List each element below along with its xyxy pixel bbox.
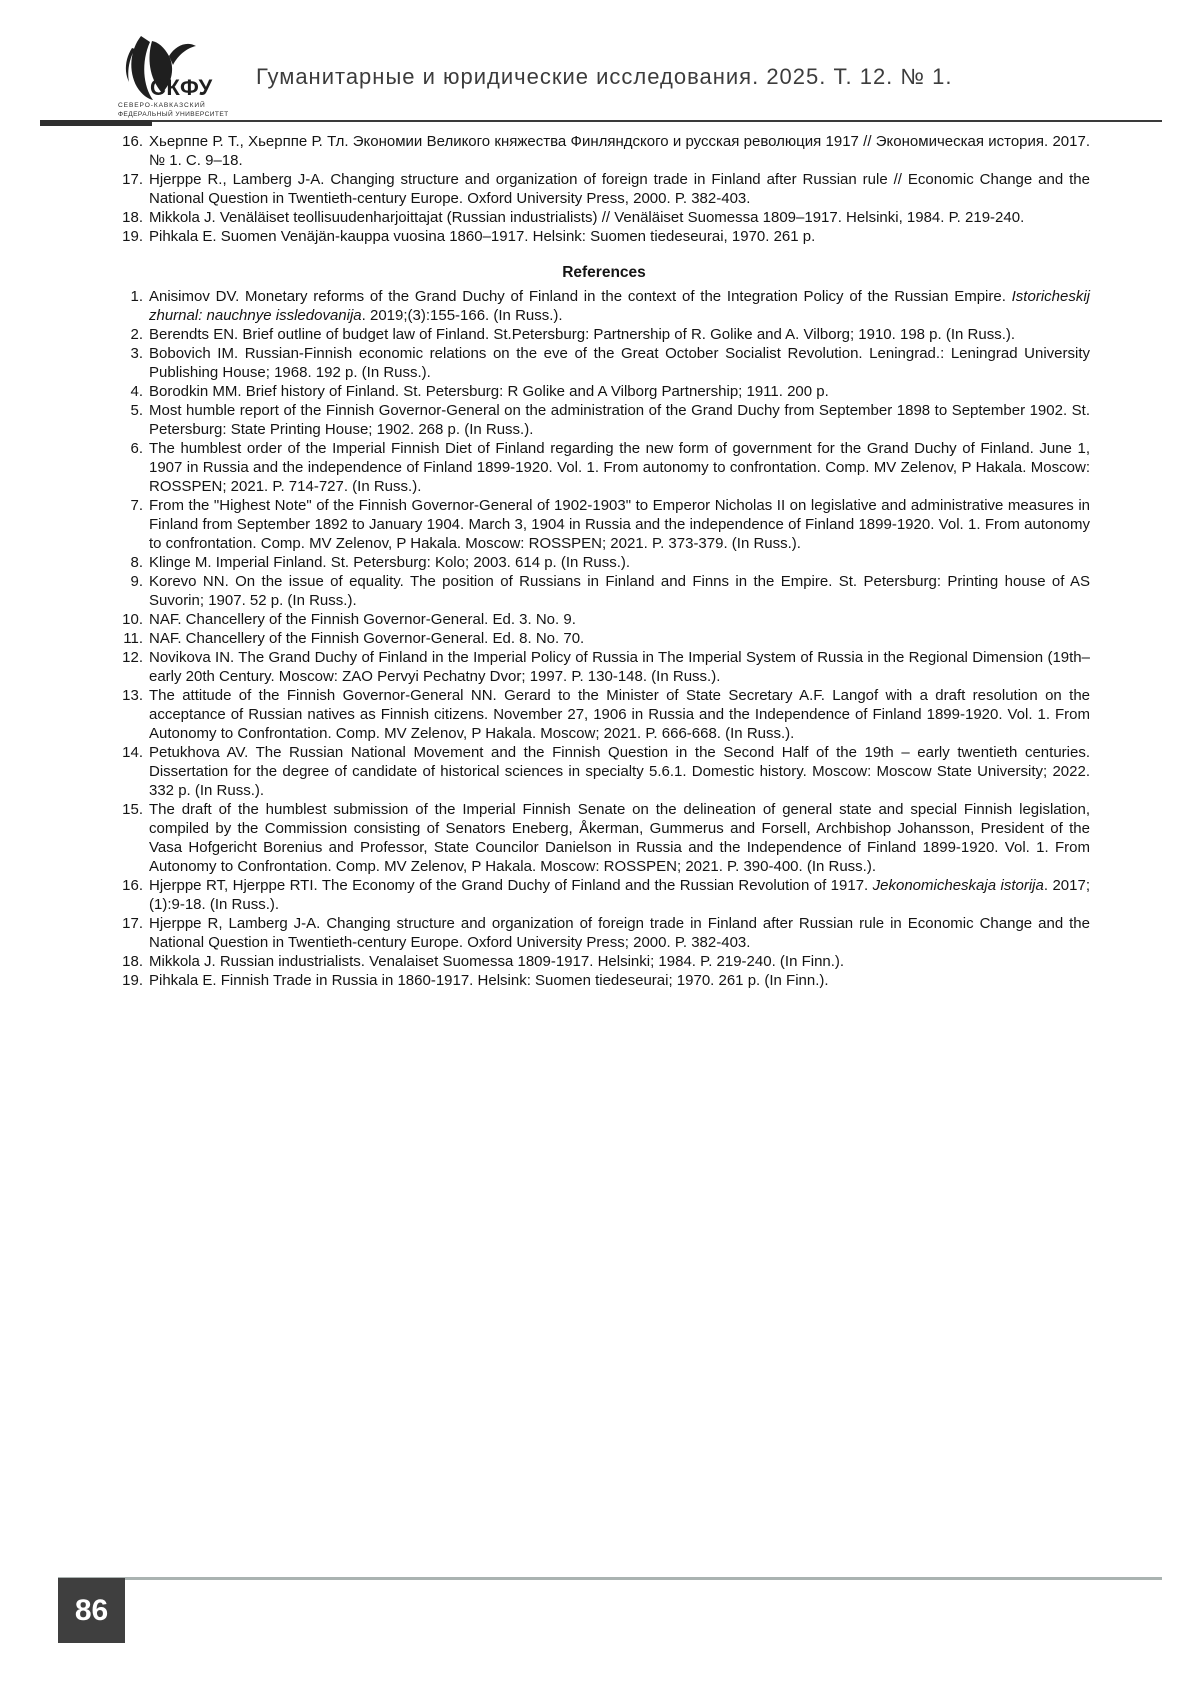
reference-number: 18.: [122, 209, 143, 226]
reference-item: [118, 208, 1090, 227]
reference-item: [118, 344, 1090, 382]
reference-item: [118, 287, 1090, 325]
references-heading: References: [562, 264, 646, 281]
reference-number: 17.: [122, 915, 143, 932]
reference-text: Pihkala E. Suomen Venäjän-kauppa vuosina 1860–1917. Helsink: Suomen tiedeseurai, 1970. 261 p.: [149, 228, 816, 245]
reference-item: [118, 227, 1090, 246]
page-number-box: [58, 1578, 125, 1643]
reference-item: [118, 553, 1090, 572]
english-reference-list: [118, 287, 1090, 990]
reference-number: 13.: [122, 687, 143, 704]
reference-text: NAF. Chancellery of the Finnish Governor-General. Ed. 3. No. 9.: [149, 611, 576, 628]
footer-rule: [58, 1577, 1162, 1580]
reference-text: NAF. Chancellery of the Finnish Governor-General. Ed. 8. No. 70.: [149, 630, 585, 647]
reference-text: Hjerppe R., Lamberg J-A. Changing structure and organization of foreign trade in Finland after Russian rule // Economic Change and the National Question in Twentieth-century Europe. Oxford University Press, 2000. P. 382-403.: [149, 171, 1090, 207]
reference-number: 3.: [130, 345, 143, 362]
reference-text: Хьерппе Р. Т., Хьерппе Р. Тл. Экономии Великого княжества Финляндского и русская революция 1917 // Экономическая история. 2017. № 1. С. 9–18.: [149, 133, 1090, 169]
reference-number: 7.: [130, 497, 143, 514]
reference-text: Anisimov DV. Monetary reforms of the Grand Duchy of Finland in the context of the Integration Policy of the Russian Empire. Istoricheskij zhurnal: nauchnye issledovanija. 2019;(3):155-166. (In Russ.).: [149, 288, 1090, 324]
reference-item: [118, 876, 1090, 914]
reference-text: Hjerppe R, Lamberg J-A. Changing structure and organization of foreign trade in Finland after Russian rule in Economic Change and the National Question in Twentieth-century Europe. Oxford University Press; 2000. P. 382-403.: [149, 915, 1090, 951]
reference-item: [118, 686, 1090, 743]
reference-item: [118, 572, 1090, 610]
reference-text: Klinge M. Imperial Finland. St. Petersburg: Kolo; 2003. 614 p. (In Russ.).: [149, 554, 631, 571]
reference-number: 6.: [130, 440, 143, 457]
reference-number: 4.: [130, 383, 143, 400]
header-rule-left-segment: [40, 120, 152, 126]
reference-number: 10.: [122, 611, 143, 628]
reference-text: The humblest order of the Imperial Finnish Diet of Finland regarding the new form of government for the Grand Duchy of Finland. June 1, 1907 in Russia and the independence of Finland 1899-1920. Vol. 1. From autonomy to confrontation. Comp. MV Zelenov, P Hakala. Moscow: ROSSPEN; 2021. P. 714-727. (In Russ.).: [149, 440, 1090, 495]
reference-item: [118, 914, 1090, 952]
reference-text: Mikkola J. Venäläiset teollisuudenharjoittajat (Russian industrialists) // Venäläiset Suomessa 1809–1917. Helsinki, 1984. P. 219-240.: [149, 209, 1025, 226]
reference-text: Berendts EN. Brief outline of budget law of Finland. St.Petersburg: Partnership of R. Golike and A. Vilborg; 1910. 198 p. (In Russ.).: [149, 326, 1016, 343]
reference-number: 5.: [130, 402, 143, 419]
russian-reference-list: [118, 132, 1090, 246]
journal-title: Гуманитарные и юридические исследования. 2025. Т. 12. № 1.: [256, 64, 953, 89]
reference-item: [118, 610, 1090, 629]
reference-text: Most humble report of the Finnish Governor-General on the administration of the Grand Duchy from September 1898 to September 1902. St. Petersburg: State Printing House; 1902. 268 p. (In Russ.).: [149, 402, 1090, 438]
reference-text: Korevo NN. On the issue of equality. The position of Russians in Finland and Finns in the Empire. St. Petersburg: Printing house of AS Suvorin; 1907. 52 p. (In Russ.).: [149, 573, 1090, 609]
reference-text: Bobovich IM. Russian-Finnish economic relations on the eve of the Great October Socialist Revolution. Leningrad.: Leningrad University Publishing House; 1968. 192 p. (In Russ.).: [149, 345, 1090, 381]
reference-item: [118, 496, 1090, 553]
reference-item: [118, 439, 1090, 496]
reference-number: 12.: [122, 649, 143, 666]
reference-number: 19.: [122, 228, 143, 245]
reference-number: 16.: [122, 133, 143, 150]
reference-text: Borodkin MM. Brief history of Finland. St. Petersburg: R Golike and A Vilborg Partnership; 1911. 200 p.: [149, 383, 829, 400]
reference-text: From the "Highest Note" of the Finnish Governor-General of 1902-1903" to Emperor Nicholas II on legislative and administrative measures in Finland from September 1892 to January 1904. March 3, 1904 in Russia and the independence of Finland 1899-1920. Vol. 1. From autonomy to confrontation. Comp. MV Zelenov, P Hakala. Moscow: ROSSPEN; 2021. P. 373-379. (In Russ.).: [149, 497, 1090, 552]
reference-text: The attitude of the Finnish Governor-General NN. Gerard to the Minister of State Secretary A.F. Langof with a draft resolution on the acceptance of Russian natives as Finnish citizens. November 27, 1906 in Russia and the Independence of Finland 1899-1920. Vol. 1. From Autonomy to Confrontation. Comp. MV Zelenov, P Hakala. Moscow; 2021. P. 666-668. (In Russ.).: [149, 687, 1090, 742]
reference-number: 1.: [130, 288, 143, 305]
logo-caption-line2: ФЕДЕРАЛЬНЫЙ УНИВЕРСИТЕТ: [118, 111, 229, 118]
reference-item: [118, 743, 1090, 800]
reference-item: [118, 800, 1090, 876]
reference-number: 2.: [130, 326, 143, 343]
reference-number: 17.: [122, 171, 143, 188]
reference-item: [118, 382, 1090, 401]
reference-item: [118, 325, 1090, 344]
logo-caption-line1: СЕВЕРО-КАВКАЗСКИЙ: [118, 102, 206, 109]
page-content: [118, 132, 1090, 990]
reference-text: Hjerppe RT, Hjerppe RTI. The Economy of the Grand Duchy of Finland and the Russian Revolution of 1917. Jekonomicheskaja istorija. 2017;(1):9-18. (In Russ.).: [149, 877, 1090, 913]
reference-item: [118, 648, 1090, 686]
reference-number: 18.: [122, 953, 143, 970]
reference-item: [118, 170, 1090, 208]
reference-number: 9.: [130, 573, 143, 590]
reference-number: 15.: [122, 801, 143, 818]
eagle-logo-icon: [114, 28, 230, 122]
reference-text: Petukhova AV. The Russian National Movement and the Finnish Question in the Second Half of the 19th – early twentieth centuries. Dissertation for the degree of candidate of historical sciences in specialty 5.6.1. Domestic history. Moscow: Moscow State University; 2022. 332 p. (In Russ.).: [149, 744, 1090, 799]
reference-text: Novikova IN. The Grand Duchy of Finland in the Imperial Policy of Russia in The Imperial System of Russia in the Regional Dimension (19th–early 20th Century. Moscow: ZAO Pervyi Pechatny Dvor; 1997. P. 130-148. (In Russ.).: [149, 649, 1090, 685]
university-logo: [114, 28, 230, 122]
reference-item: [118, 952, 1090, 971]
reference-item: [118, 971, 1090, 990]
logo-acronym: СКФУ: [150, 75, 213, 100]
reference-number: 16.: [122, 877, 143, 894]
reference-number: 19.: [122, 972, 143, 989]
reference-item: [118, 401, 1090, 439]
page-number: 86: [74, 1593, 109, 1627]
header-rule: [40, 120, 1162, 122]
reference-number: 14.: [122, 744, 143, 761]
reference-text: Mikkola J. Russian industrialists. Venalaiset Suomessa 1809-1917. Helsinki; 1984. P. 219-240. (In Finn.).: [149, 953, 845, 970]
reference-item: [118, 132, 1090, 170]
reference-number: 8.: [130, 554, 143, 571]
reference-item: [118, 629, 1090, 648]
reference-text: The draft of the humblest submission of the Imperial Finnish Senate on the delineation of general state and special Finnish legislation, compiled by the Commission consisting of Senators Eneberg, Åkerman, Gummerus and Forsell, Archbishop Johansson, President of the Vasa Hofgericht Borenius and Professor, State Councilor Danielson in Russia and the Independence of Finland 1899-1920. Vol. 1. From Autonomy to Confrontation. Comp. MV Zelenov, P Hakala. Moscow: ROSSPEN; 2021. P. 390-400. (In Russ.).: [149, 801, 1090, 875]
reference-number: 11.: [123, 630, 143, 647]
reference-text: Pihkala E. Finnish Trade in Russia in 1860-1917. Helsink: Suomen tiedeseurai; 1970. 261 p. (In Finn.).: [149, 972, 829, 989]
